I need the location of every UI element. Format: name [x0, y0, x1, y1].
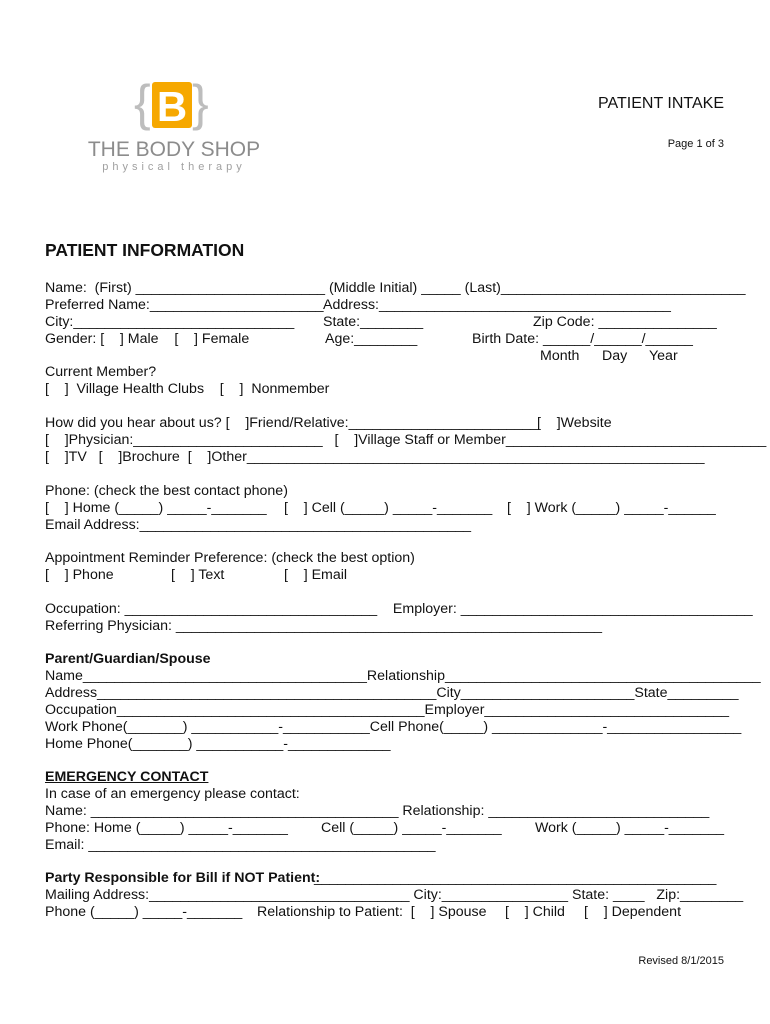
- form-line-7-part-1: [ ]Website: [537, 415, 612, 431]
- form-line-8-part-0: [ ]Physician:________________________ [ ]Village Staff or Member_________________________________: [45, 432, 767, 448]
- form-line-28-part-0: Party Responsible for Bill if NOT Patient:: [45, 870, 321, 886]
- form-line-26-part-2: Work (_____) _____-_______: [535, 820, 725, 836]
- form-line-29-part-0: Mailing Address:_________________________________ City:________________ State: ____ Zip:________: [45, 887, 744, 903]
- form-line-14-part-1: [ ] Text: [171, 567, 225, 583]
- logo-b-letter: B: [156, 83, 188, 130]
- form-line-2-part-1: State:________: [323, 314, 424, 330]
- form-line-26-part-0: Phone: Home (_____) _____-_______: [45, 820, 288, 836]
- logo-right-brace: }: [192, 76, 209, 131]
- form-line-23-part-0: EMERGENCY CONTACT: [45, 769, 209, 785]
- form-line-6-part-0: [ ] Village Health Clubs [ ] Nonmember: [45, 381, 330, 397]
- form-line-30-part-3: [ ] Dependent: [584, 904, 682, 920]
- logo-name: THE BODY SHOP: [87, 138, 261, 161]
- form-line-9-part-0: [ ]TV [ ]Brochure [ ]Other__________________________________________________________: [45, 449, 705, 465]
- form-line-15-part-0: Occupation: ________________________________ Employer: _____________________________________: [45, 601, 753, 617]
- form-line-3-part-2: Birth Date: ______/______/______: [472, 331, 693, 347]
- page-number: Page 1 of 3: [667, 138, 724, 150]
- form-line-24-part-0: In case of an emergency please contact:: [45, 786, 300, 802]
- form-line-12-part-0: Email Address:__________________________________________: [45, 517, 472, 533]
- form-line-30-part-1: Relationship to Patient: [ ] Spouse: [257, 904, 487, 920]
- form-line-25-part-0: Name: _______________________________________ Relationship: ____________________________: [45, 803, 710, 819]
- revision-date: Revised 8/1/2015: [638, 955, 724, 967]
- form-line-17-part-0: Parent/Guardian/Spouse: [45, 651, 211, 667]
- form-line-13-part-0: Appointment Reminder Preference: (check the best option): [45, 550, 415, 566]
- logo-subtitle: physical therapy: [102, 161, 246, 173]
- logo-left-brace: {: [134, 76, 151, 131]
- form-line-2-part-2: Zip Code: _______________: [533, 314, 717, 330]
- form-line-11-part-0: [ ] Home (_____) _____-_______: [45, 500, 267, 516]
- form-line-3-part-0: Gender: [ ] Male [ ] Female: [45, 331, 250, 347]
- form-line-4-part-2: Year: [649, 348, 678, 364]
- form-line-30-part-0: Phone (_____) _____-_______: [45, 904, 243, 920]
- form-line-22-part-0: Home Phone(_______) ___________-_____________: [45, 736, 391, 752]
- form-line-5-part-0: Current Member?: [45, 364, 157, 380]
- form-line-21-part-0: Work Phone(_______) ___________-___________Cell Phone(_____) ______________-_________________: [45, 719, 742, 735]
- form-line-20-part-0: Occupation_______________________________________Employer_______________________________: [45, 702, 730, 718]
- form-line-10-part-0: Phone: (check the best contact phone): [45, 483, 288, 499]
- form-line-19-part-0: Address___________________________________________City______________________State_________: [45, 685, 739, 701]
- section-title: PATIENT INFORMATION: [45, 240, 245, 260]
- body-shop-logo: [74, 76, 274, 176]
- form-line-3-part-1: Age:________: [325, 331, 418, 347]
- form-line-11-part-2: [ ] Work (_____) _____-______: [507, 500, 716, 516]
- form-line-0-part-0: Name: (First) ________________________ (Middle Initial) _____ (Last)_______________________________: [45, 280, 746, 296]
- form-line-1-part-0: Preferred Name:______________________: [45, 297, 324, 313]
- form-line-4-part-1: Day: [602, 348, 628, 364]
- form-line-14-part-2: [ ] Email: [284, 567, 348, 583]
- form-line-28-part-1: ___________________________________________________: [314, 870, 717, 886]
- form-line-30-part-2: [ ] Child: [505, 904, 565, 920]
- form-line-14-part-0: [ ] Phone: [45, 567, 114, 583]
- form-line-1-part-1: Address:_____________________________________: [323, 297, 671, 313]
- form-line-4-part-0: Month: [540, 348, 580, 364]
- form-title: PATIENT INTAKE: [598, 95, 724, 112]
- form-line-18-part-0: Name____________________________________Relationship________________________________________: [45, 668, 761, 684]
- form-line-2-part-0: City:____________________________: [45, 314, 295, 330]
- form-line-11-part-1: [ ] Cell (_____) _____-_______: [284, 500, 493, 516]
- form-line-26-part-1: Cell (_____) _____-_______: [321, 820, 502, 836]
- form-line-7-part-0: How did you hear about us? [ ]Friend/Relative:________________________: [45, 415, 538, 431]
- form-line-27-part-0: Email: ____________________________________________: [45, 837, 436, 853]
- form-line-16-part-0: Referring Physician: ______________________________________________________: [45, 618, 602, 634]
